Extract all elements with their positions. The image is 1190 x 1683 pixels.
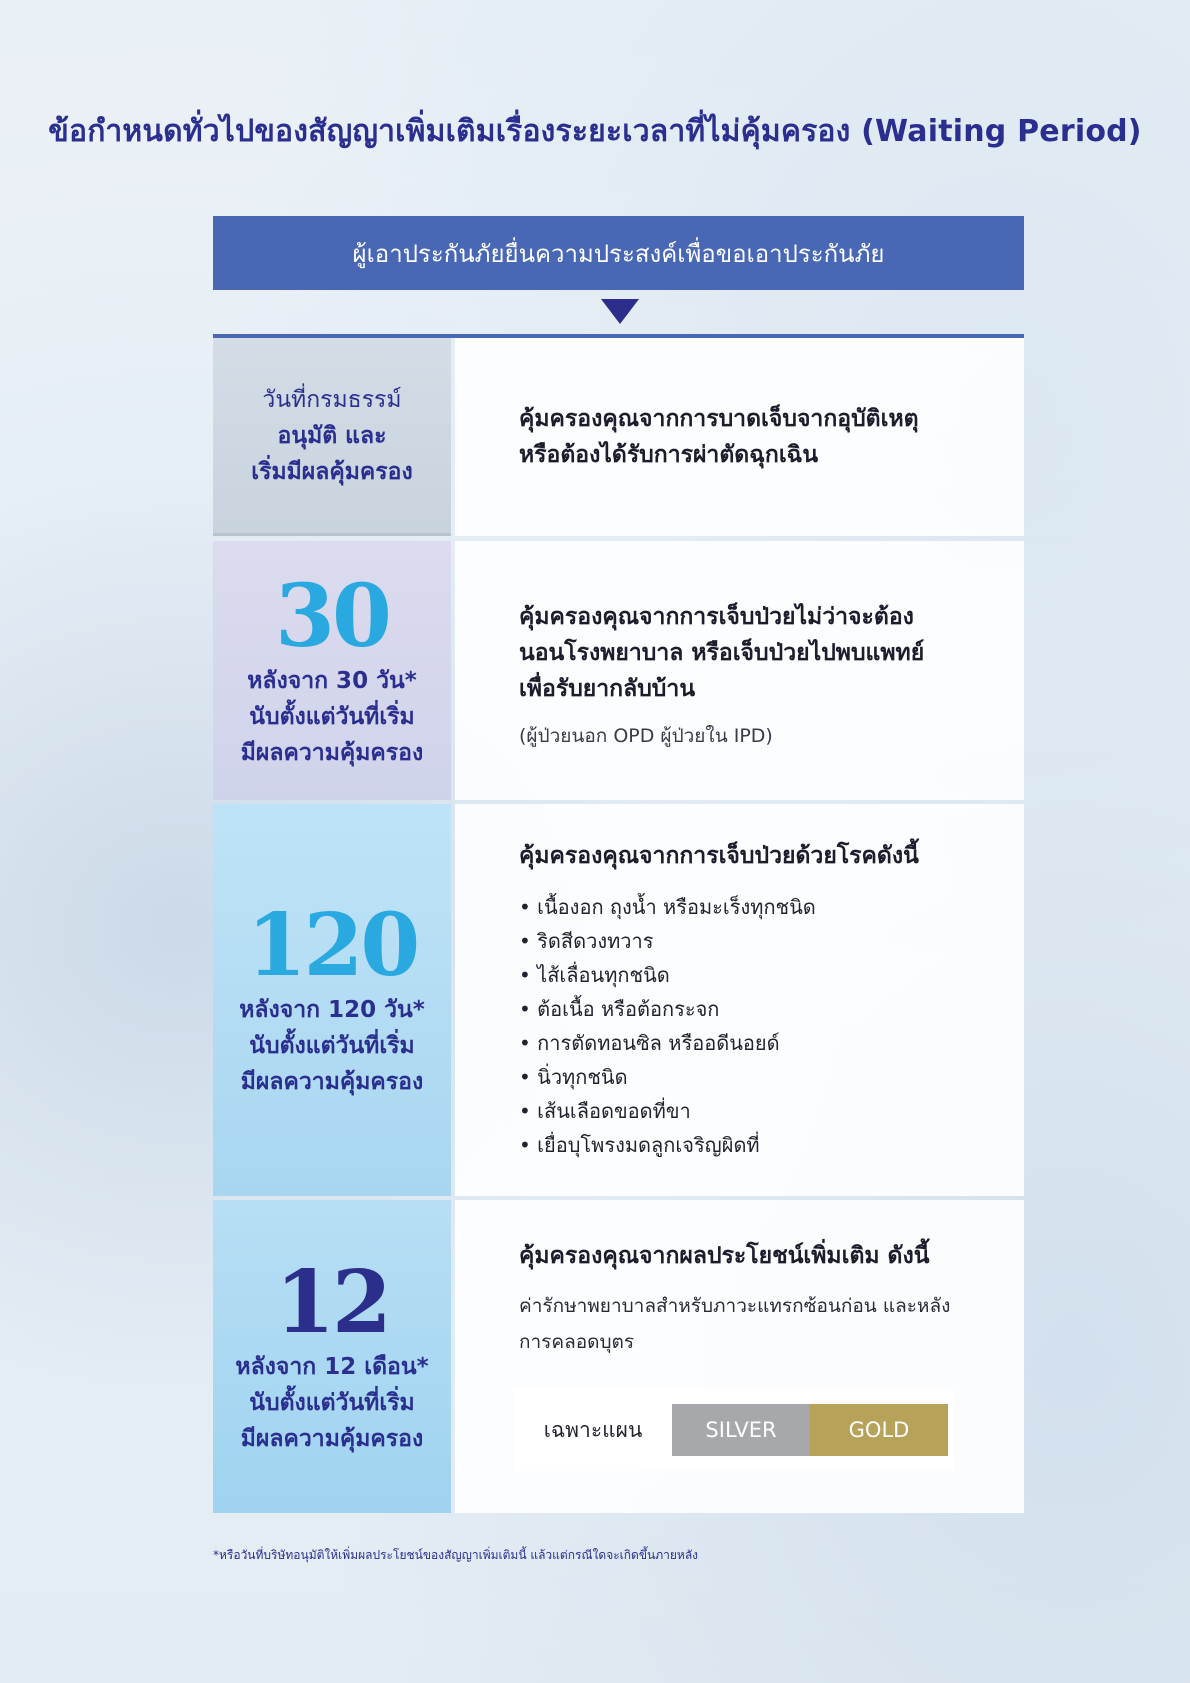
plan-gold-badge: GOLD [810, 1404, 948, 1456]
disease-list [519, 890, 994, 1162]
list-item: • ริดสีดวงทวาร [519, 924, 994, 958]
list-item: • ต้อเนื้อ หรือต้อกระจก [519, 992, 994, 1026]
row-label-line: หลังจาก 12 เดือน* [235, 1353, 429, 1380]
coverage-heading: เพื่อรับยากลับบ้าน [519, 676, 696, 702]
row-approval-date [213, 338, 1024, 536]
row-label-line: มีผลความคุ้มครอง [240, 739, 424, 766]
period-number: 12 [275, 1251, 389, 1353]
coverage-heading: คุ้มครองคุณจากการเจ็บป่วยด้วยโรคดังนี้ [519, 843, 919, 869]
row-label-line: เริ่มมีผลคุ้มครอง [251, 458, 413, 485]
list-item: • ไส้เลื่อนทุกชนิด [519, 958, 994, 992]
row-30-days [213, 541, 1024, 800]
coverage-note: (ผู้ป่วยนอก OPD ผู้ป่วยใน IPD) [519, 725, 773, 747]
row-content-cell [455, 1200, 1024, 1513]
row-label-line: นับตั้งแต่วันที่เริ่ม [249, 703, 415, 730]
row-label-line: มีผลความคุ้มครอง [240, 1069, 424, 1095]
coverage-heading: คุ้มครองคุณจากการบาดเจ็บจากอุบัติเหตุ [519, 406, 919, 432]
row-label-line: นับตั้งแต่วันที่เริ่ม [249, 1389, 415, 1416]
banner-text: ผู้เอาประกันภัยยื่นความประสงค์เพื่อขอเอาประกันภัย [352, 239, 885, 268]
plan-availability [514, 1389, 954, 1471]
coverage-description [519, 1288, 994, 1360]
row-content-cell [455, 804, 1024, 1196]
row-label-line: หลังจาก 120 วัน* [239, 997, 425, 1023]
row-label-line: นับตั้งแต่วันที่เริ่ม [249, 1033, 415, 1059]
applicant-banner [213, 216, 1024, 290]
description-line: ค่ารักษาพยาบาลสำหรับภาวะแทรกซ้อนก่อน และหลัง [519, 1295, 951, 1317]
row-label-cell [213, 804, 451, 1196]
row-label-line: อนุมัติ และ [277, 422, 387, 449]
row-label-cell [213, 338, 451, 536]
page-title: ข้อกำหนดทั่วไปของสัญญาเพิ่มเติมเรื่องระยะเวลาที่ไม่คุ้มครอง (Waiting Period) [48, 114, 1142, 149]
period-number: 120 [246, 895, 418, 996]
list-item: • การตัดทอนซิล หรืออดีนอยด์ [519, 1026, 994, 1060]
row-label-cell [213, 541, 451, 800]
plan-label: เฉพาะแผน [543, 1417, 643, 1442]
coverage-heading: คุ้มครองคุณจากการเจ็บป่วยไม่ว่าจะต้อง [519, 604, 914, 630]
down-arrow-icon [601, 299, 639, 324]
row-label-line: มีผลความคุ้มครอง [240, 1425, 424, 1452]
row-12-months [213, 1200, 1024, 1513]
description-line: การคลอดบุตร [519, 1331, 635, 1353]
row-label-cell [213, 1200, 451, 1513]
footnote: *หรือวันที่บริษัทอนุมัติให้เพิ่มผลประโยชน์ของสัญญาเพิ่มเติมนี้ แล้วแต่กรณีใดจะเกิดขึ้นภายหลัง [213, 1548, 699, 1562]
row-content-cell [455, 541, 1024, 800]
list-item: • เส้นเลือดขอดที่ขา [519, 1094, 994, 1128]
coverage-heading: นอนโรงพยาบาล หรือเจ็บป่วยไปพบแพทย์ [519, 640, 925, 666]
period-number: 30 [275, 565, 389, 667]
list-item: • เนื้องอก ถุงน้ำ หรือมะเร็งทุกชนิด [519, 890, 994, 924]
coverage-heading: หรือต้องได้รับการผ่าตัดฉุกเฉิน [519, 442, 819, 468]
list-item: • เยื่อบุโพรงมดลูกเจริญผิดที่ [519, 1128, 994, 1162]
row-content-cell [455, 338, 1024, 536]
plan-silver-badge: SILVER [672, 1404, 810, 1456]
row-label-line: วันที่กรมธรรม์ [262, 386, 402, 413]
coverage-heading: คุ้มครองคุณจากผลประโยชน์เพิ่มเติม ดังนี้ [519, 1243, 930, 1269]
row-120-days [213, 804, 1024, 1196]
row-label-line: หลังจาก 30 วัน* [247, 667, 417, 694]
list-item: • นิ่วทุกชนิด [519, 1060, 994, 1094]
